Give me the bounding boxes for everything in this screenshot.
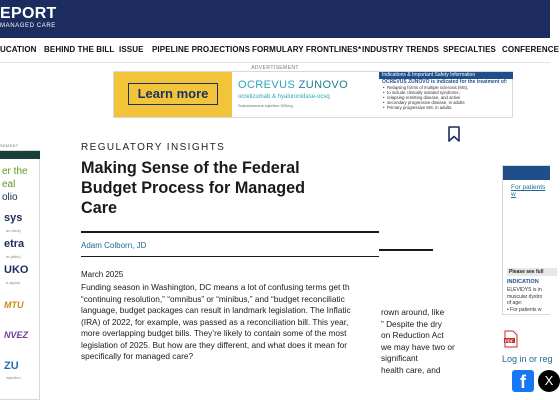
article-body (81, 282, 381, 363)
logo-sub-text: MANAGED CARE (0, 23, 56, 29)
ad-isi-lead: OCREVUS ZUNOVO is indicated for the treatment of: (382, 79, 508, 85)
nav-item-education[interactable]: UCATION (0, 45, 37, 54)
right-rail-indication-text (507, 287, 542, 313)
ad-isi-item: • relapsing-remitting disease, and active (387, 95, 513, 100)
body-line: “continuing resolution,” “omnibus” or “minibus,” and “budget reconciliatic (81, 293, 345, 304)
left-rail-drug-sys: sys (4, 212, 23, 224)
left-rail-drug-mtu: MTU (4, 300, 24, 310)
body-line: legislation of 2025. But how are they different, and what does it mean for (81, 339, 347, 350)
left-rail-drug-etra-sub: m-pbbk) (6, 254, 21, 259)
ad-isi-item: • Primary progressive MS, in adults. (387, 105, 513, 110)
ad-isi-item: • Relapsing forms of multiple sclerosis (MS), (387, 85, 513, 90)
right-rail-indication-line: ELEVIDYS is in (507, 287, 542, 293)
author-divider (81, 256, 379, 257)
article-body-background (381, 307, 456, 376)
article-category[interactable]: REGULATORY INSIGHTS (81, 142, 226, 153)
right-rail-patients-link[interactable]: For patients w (511, 184, 546, 198)
nav-item-conference[interactable]: CONFERENCE (502, 45, 560, 54)
ad-isi-item: • to include clinically isolated syndrome, (387, 90, 513, 95)
site-header (0, 0, 550, 38)
ad-isi-item: • secondary progressive disease, in adults (387, 100, 513, 105)
nav-item-issue[interactable]: ISSUE (119, 45, 144, 54)
right-rail-indication-line: • For patients w (507, 306, 542, 313)
ad-brand (238, 79, 348, 91)
body-line: on Reduction Act (381, 330, 444, 340)
svg-text:PDF: PDF (505, 338, 514, 344)
ad-sub-text: Subcutaneous injection 920mg (238, 103, 293, 108)
ad-brand-suffix: ZUNOVO (298, 79, 349, 91)
background-divider (379, 249, 433, 251)
left-rail-drug-zu: ZU (4, 360, 19, 372)
facebook-icon[interactable]: f (512, 370, 534, 392)
left-rail-headline-line: eal (2, 179, 16, 190)
nav-item-formulary-frontlines[interactable]: FORMULARY FRONTLINES* (252, 45, 362, 54)
right-rail-indication-line: of age: (507, 300, 523, 306)
left-rail-headline-line: er the (2, 166, 28, 177)
body-line: significant (381, 353, 418, 363)
article-title: Making Sense of the Federal Budget Process for Managed Care (81, 159, 305, 217)
article-author[interactable]: Adam Colborn, JD (81, 241, 147, 250)
left-rail-headline-line: olio (2, 192, 18, 203)
login-link[interactable]: Log in or reg (502, 354, 553, 364)
left-rail-drug-uko-sub: b-ayow) (6, 280, 21, 285)
title-divider (81, 231, 379, 233)
nav-item-pipeline-projections[interactable]: PIPELINE PROJECTIONS (152, 45, 251, 54)
nav-item-industry-trends[interactable]: INDUSTRY TRENDS (362, 45, 440, 54)
body-line: specifically for managed care? (81, 351, 194, 361)
ad-learn-more-button[interactable]: Learn more (128, 83, 218, 105)
nav-item-behind-the-bill[interactable]: BEHIND THE BILL (44, 45, 115, 54)
bookmark-icon[interactable] (448, 126, 460, 142)
right-rail-indication-title: INDICATION (507, 279, 539, 285)
ad-isi-title: Indications & Important Safety Information (379, 72, 513, 79)
left-rail-drug-zu-sub: injection (6, 375, 21, 380)
right-rail-ad[interactable] (502, 165, 550, 315)
left-rail-headline (2, 165, 28, 204)
article-date: March 2025 (81, 270, 124, 279)
body-line: ” Despite the dry (381, 318, 442, 329)
logo-main-text: EPORT (0, 5, 57, 22)
left-rail-ad-bar (0, 151, 40, 159)
ad-label: ADVERTISEMENT (251, 65, 299, 71)
pdf-icon[interactable] (504, 330, 518, 348)
body-line: rown around, like (381, 307, 445, 317)
right-rail-ad-header (503, 166, 550, 180)
left-rail-ad-label: SEMENT (0, 143, 19, 148)
body-line: language, budget packages can result in landmark legislation. The Inflatic (81, 305, 351, 315)
body-line: (IRA) of 2022, for example, was passed as a reconciliation bill. This year, (81, 316, 349, 327)
ad-brand-name: OCREVUS (238, 79, 296, 91)
left-rail-drug-uko: UKO (4, 264, 29, 276)
right-rail-note: Please see full (507, 268, 557, 276)
left-rail-drug-etra: etra (4, 238, 25, 250)
x-icon[interactable]: X (538, 370, 560, 392)
ad-safety-info[interactable] (379, 72, 513, 117)
ad-generic-name: ocrelizumab & hyaluronidase-ocsq (238, 94, 330, 100)
body-line: health care, and (381, 364, 441, 375)
body-line: more overlapping budget bills. They’re likely to contain some of the most (81, 328, 347, 338)
right-rail-indication-line: muscular dystro (507, 293, 543, 300)
body-line: Funding season in Washington, DC means a lot of confusing terms get th (81, 282, 350, 292)
site-logo[interactable] (0, 6, 57, 30)
banner-ad[interactable] (113, 71, 513, 118)
left-rail-drug-nvez: NVEZ (4, 330, 29, 340)
body-line: we may have two or (381, 341, 455, 352)
left-rail-drug-sys-sub: an-rhbk) (6, 228, 21, 233)
main-nav (0, 38, 560, 63)
nav-item-specialties[interactable]: SPECIALTIES (443, 45, 496, 54)
ad-isi-list (379, 85, 513, 110)
